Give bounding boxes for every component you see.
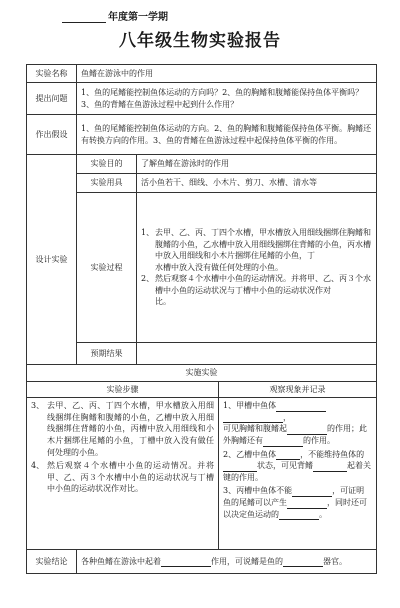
step-2-text: 然后观察４个水槽中小鱼的运动情况。并将甲、乙、丙３个水槽中小鱼的运动状况与丁槽中小鱼的运动状况作对 — [155, 274, 371, 295]
obs-2-text-d: 起着关键的作用。 — [223, 461, 371, 482]
row-implementation-columns — [27, 381, 377, 398]
conclusion-text-b: 作用，可说鳍是鱼的 — [211, 556, 283, 566]
obs-2-blank-3[interactable] — [313, 462, 347, 472]
semester-line — [62, 8, 168, 23]
conclusion-blank-1[interactable] — [161, 557, 211, 567]
row-conclusion — [27, 550, 377, 574]
row-implementation-body — [27, 398, 377, 550]
obs-1-text-e: 的作用。 — [303, 435, 335, 445]
obs-3-blank-2[interactable] — [287, 499, 327, 509]
result-label: 预期结果 — [77, 343, 137, 365]
steps-cell — [27, 398, 219, 550]
design-label: 设计实验 — [27, 155, 77, 365]
obs-1-blank-2[interactable] — [223, 413, 283, 423]
result-value[interactable] — [137, 343, 377, 365]
obs-1-blank-1[interactable] — [276, 402, 326, 412]
conclusion-text-c: 器官。 — [323, 556, 347, 566]
obs-2-blank-2[interactable] — [223, 462, 257, 472]
step-1-continued: 水槽中放入没有做任何处理的小鱼。 — [155, 262, 283, 272]
steps-column-header: 实验步骤 — [27, 381, 219, 398]
observation-1 — [223, 400, 372, 446]
name-value: 鱼鳍在游泳中的作用 — [77, 65, 377, 83]
observation-3 — [223, 485, 372, 520]
procedure-value — [137, 193, 377, 343]
conclusion-value — [77, 550, 377, 574]
obs-1-text-a: 1、甲槽中鱼体 — [223, 401, 277, 411]
row-expected-result — [27, 343, 377, 365]
obs-3-text-b: ，可证明鱼的尾鳍可以产生 — [223, 486, 365, 507]
question-value: 1、鱼的尾鳍能控制鱼体运动的方向吗？2、鱼的胸鳍和腹鳍能保持鱼体平衡吗？3、鱼的背鳍在鱼游泳过程中起到什么作用？ — [77, 83, 377, 115]
impl-step-3-number: 3、 — [31, 401, 45, 411]
impl-step-4-number: 4、 — [31, 461, 45, 471]
observation-2 — [223, 449, 372, 484]
page-title: 八年级生物实验报告 — [119, 31, 281, 51]
obs-3-text-a: 3、丙槽中鱼体不能 — [223, 486, 293, 496]
row-experiment-name — [27, 65, 377, 83]
hypothesis-label: 作出假设 — [27, 115, 77, 155]
row-procedure — [27, 193, 377, 343]
impl-step-3 — [31, 400, 214, 458]
obs-1-blank-4[interactable] — [263, 437, 303, 447]
obs-1-text-c: 可见胸鳍和腹鳍起 — [223, 424, 287, 434]
obs-2-text-c: 状态，可见背鳍 — [257, 461, 313, 471]
impl-step-4 — [31, 460, 214, 495]
question-label: 提出问题 — [27, 83, 77, 115]
semester-label: 年度第一学期 — [108, 12, 168, 23]
tools-value: 活小鱼若干、细线、小木片、剪刀、水槽、清水等 — [137, 174, 377, 193]
year-blank[interactable] — [62, 22, 106, 23]
obs-3-blank-3[interactable] — [279, 510, 319, 520]
step-2-continued: 比。 — [155, 297, 171, 307]
conclusion-blank-2[interactable] — [283, 557, 323, 567]
obs-3-blank-1[interactable] — [292, 487, 332, 497]
obs-2-text-b: ，不能维持鱼体的 — [300, 449, 365, 459]
obs-1-text-b: ， — [283, 412, 291, 422]
obs-1-blank-3[interactable] — [287, 425, 327, 435]
observation-column-header: 观察现象并记录 — [219, 381, 377, 398]
observation-cell — [219, 398, 377, 550]
purpose-value: 了解鱼鳍在游泳时的作用 — [137, 155, 377, 174]
row-tools — [27, 174, 377, 193]
name-label: 实验名称 — [27, 65, 77, 83]
row-hypothesis — [27, 115, 377, 155]
obs-3-text-c: ，同时还可以决定鱼运动的 — [223, 497, 367, 519]
impl-step-3-text: 去甲、乙、丙、丁四个水槽，甲水槽放入用细线捆绑住胸鳍和腹鳍的小鱼，乙槽中放入用细线捆绑住背鳍的小鱼，丙槽中放入用细线和小木片捆绑住尾鳍的小鱼，丁槽中放入没有做任何处理的小鱼。 — [47, 401, 214, 457]
obs-2-blank-1[interactable] — [276, 450, 300, 460]
step-1-text: 去甲、乙、丙、丁四个水槽，甲水槽放入用细线捆绑住胸鳍和腹鳍的小鱼，乙水槽中放入用细线捆绑住背鳍的小鱼，丙水槽中放入用细线和小木片捆绑住尾鳍的小鱼，丁 — [155, 227, 371, 261]
purpose-label: 实验目的 — [77, 155, 137, 174]
procedure-step-1 — [141, 227, 372, 262]
step-1-number: 1、 — [141, 227, 155, 237]
conclusion-text-a: 各种鱼鳍在游泳中起着 — [81, 556, 161, 566]
hypothesis-value: 1、鱼的尾鳍能控制鱼体运动的方向。2、鱼的胸鳍和腹鳍能保持鱼体平衡。胸鳍还有转换方向的作用。3、鱼的背鳍在鱼游泳过程中起保持鱼体平衡的作用。 — [77, 115, 377, 155]
obs-3-text-d: 。 — [319, 509, 327, 519]
row-purpose — [27, 155, 377, 174]
impl-step-4-text: 然后观察４个水槽中小鱼的运动情况。并将甲、乙、丙３个水槽中小鱼的运动状况与丁槽中小鱼的运动状况作对比。 — [47, 461, 214, 494]
step-2-number: 2、 — [141, 274, 155, 284]
implementation-heading: 实施实验 — [27, 365, 377, 382]
conclusion-label: 实验结论 — [27, 550, 77, 574]
row-question — [27, 83, 377, 115]
tools-label: 实验用具 — [77, 174, 137, 193]
procedure-step-2 — [141, 273, 372, 296]
report-table — [26, 64, 377, 574]
row-implementation-heading — [27, 365, 377, 382]
obs-2-text-a: 2、乙槽中鱼体 — [223, 449, 277, 459]
procedure-label: 实验过程 — [77, 193, 137, 343]
obs-1-text-d: 的作用；此外胸鳍还有 — [223, 424, 367, 445]
